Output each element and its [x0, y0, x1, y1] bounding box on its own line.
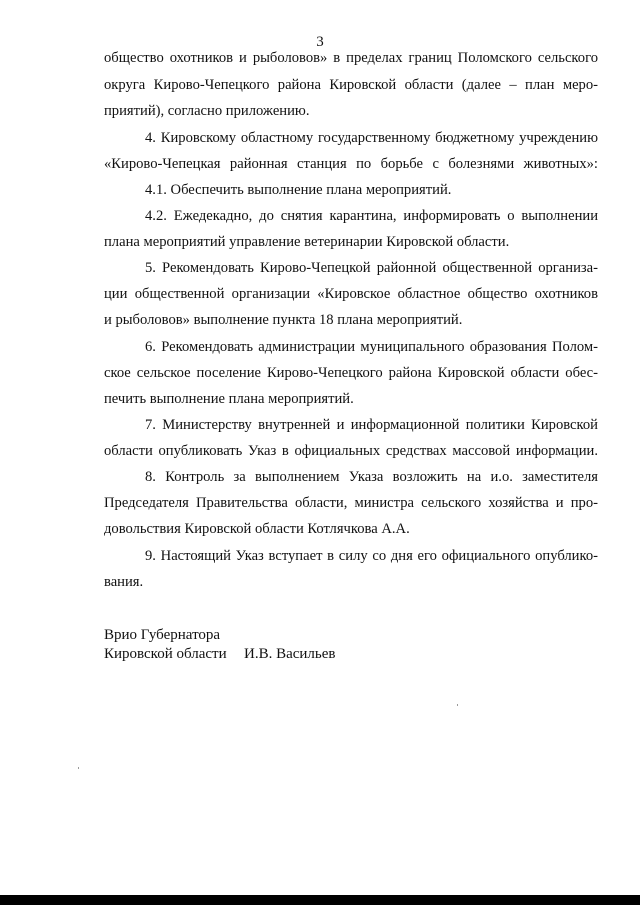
- body-line: области опубликовать Указ в официальных средствах массовой информации.: [104, 443, 598, 459]
- body-line: 4.2. Ежедекадно, до снятия карантина, информировать о выполнении: [145, 208, 598, 224]
- body-line: печить выполнение плана мероприятий.: [104, 391, 354, 407]
- body-line: «Кирово-Чепецкая районная станция по борьбе с болезнями животных»:: [104, 156, 598, 172]
- body-line: довольствия Кировской области Котлячкова А.А.: [104, 521, 410, 537]
- body-line: 7. Министерству внутренней и информационной политики Кировской: [145, 417, 598, 433]
- body-line: 9. Настоящий Указ вступает в силу со дня его официального опублико-: [145, 548, 598, 564]
- body-line: 5. Рекомендовать Кирово-Чепецкой районной общественной организа-: [145, 260, 598, 276]
- body-line: вания.: [104, 574, 144, 590]
- body-line: Председателя Правительства области, министра сельского хозяйства и про-: [104, 495, 598, 511]
- body-line: общество охотников и рыболовов» в пределах границ Поломского сельского: [104, 50, 598, 66]
- body-line: 6. Рекомендовать администрации муниципального образования Полом-: [145, 339, 598, 355]
- body-line: 4. Кировскому областному государственному бюджетному учреждению: [145, 130, 598, 146]
- body-line: округа Кирово-Чепецкого района Кировской области (далее – план меро-: [104, 77, 598, 93]
- body-line: 4.1. Обеспечить выполнение плана мероприятий.: [145, 182, 452, 198]
- body-line: ское сельское поселение Кирово-Чепецкого района Кировской области обес-: [104, 365, 598, 381]
- page-number: 3: [316, 34, 324, 50]
- body-line: плана мероприятий управление ветеринарии Кировской области.: [104, 234, 510, 250]
- scan-bottom-edge: [0, 895, 640, 905]
- scan-speck: [78, 767, 79, 769]
- signature-name: И.В. Васильев: [244, 646, 336, 662]
- body-line: и рыболовов» выполнение пункта 18 плана мероприятий.: [104, 312, 463, 328]
- signature-position: Врио Губернатора: [104, 627, 221, 643]
- body-line: приятий), согласно приложению.: [104, 103, 310, 119]
- body-line: 8. Контроль за выполнением Указа возложить на и.о. заместителя: [145, 469, 598, 485]
- body-line: ции общественной организации «Кировское областное общество охотников: [104, 286, 598, 302]
- scan-speck: [457, 704, 458, 706]
- signature-region: Кировской области: [104, 646, 227, 662]
